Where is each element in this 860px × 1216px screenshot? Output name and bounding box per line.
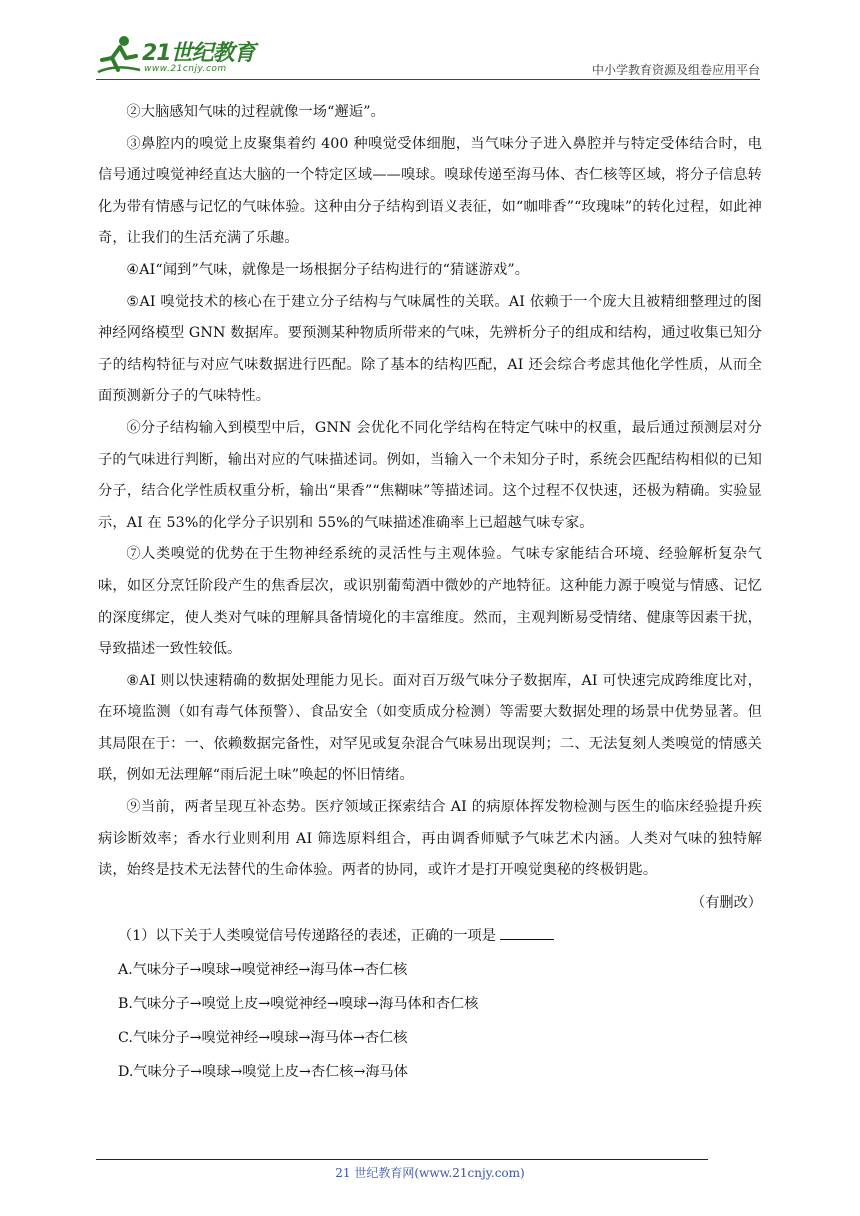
page-header [96, 34, 760, 80]
header-divider [96, 79, 760, 80]
option-d[interactable]: D.气味分子→嗅球→嗅觉上皮→杏仁核→海马体 [118, 1063, 408, 1080]
logo-url: www.21cnjy.com [144, 64, 227, 74]
paragraph-9: ⑨当前，两者呈现互补态势。医疗领域正探索结合 AI 的病原体挥发物检测与医生的临床经验提升疾病诊断效率；香水行业则利用 AI 筛选原料组合，再由调香师赋予气味艺术内涵。人类对气味的独特解读，始终是技术无法替代的生命体验。两者的协同，或许才是打开嗅觉奥秘的终极钥匙。 [98, 799, 762, 879]
paragraph-4: ④AI“闻到”气味，就像是一场根据分子结构进行的“猜谜游戏”。 [126, 261, 530, 278]
paragraph-2: ②大脑感知气味的过程就像一场“邂逅”。 [126, 104, 385, 120]
source-note: （有删改） [691, 894, 762, 911]
question-text: （1）以下关于人类嗅觉信号传递路径的表述，正确的一项是 [118, 927, 496, 944]
answer-blank[interactable] [500, 925, 554, 940]
site-logo[interactable] [96, 34, 266, 78]
paragraph-5: ⑤AI 嗅觉技术的核心在于建立分子结构与气味属性的关联。AI 依赖于一个庞大且被精细整理过的图神经网络模型 GNN 数据库。要预测某种物质所带来的气味，先辨析分子的组成和结构，通过收集已知分子的结构特征与对应气味数据进行匹配。除了基本的结构匹配，AI 还会综合考虑其他化学性质，从而全面预测新分子的气味特性。 [98, 293, 762, 405]
page-footer[interactable]: 21 世纪教育网(www.21cnjy.com) [335, 1166, 525, 1180]
paragraph-6: ⑥分子结构输入到模型中后，GNN 会优化不同化学结构在特定气味中的权重，最后通过预测层对分子的气味进行判断，输出对应的气味描述词。例如，当输入一个未知分子时，系统会匹配结构相似的已知分子，结合化学性质权重分析，输出“果香”“焦糊味”等描述词。这个过程不仅快速，还极为精确。实验显示，AI 在 53%的化学分子识别和 55%的气味描述准确率上已超越气味专家。 [98, 419, 762, 531]
paragraph-7: ⑦人类嗅觉的优势在于生物神经系统的灵活性与主观体验。气味专家能结合环境、经验解析复杂气味，如区分烹饪阶段产生的焦香层次，或识别葡萄酒中微妙的产地特征。这种能力源于嗅觉与情感、记忆的深度绑定，使人类对气味的理解具备情境化的丰富维度。然而，主观判断易受情绪、健康等因素干扰，导致描述一致性较低。 [98, 546, 762, 658]
runner-logo-icon [96, 34, 144, 76]
option-c[interactable]: C.气味分子→嗅觉神经→嗅球→海马体→杏仁核 [118, 1029, 408, 1046]
logo-text: 21世纪教育 [142, 41, 255, 66]
platform-name: 中小学教育资源及组卷应用平台 [591, 63, 760, 77]
paragraph-8: ⑧AI 则以快速精确的数据处理能力见长。面对百万级气味分子数据库，AI 可快速完成跨维度比对，在环境监测（如有毒气体预警）、食品安全（如变质成分检测）等需要大数据处理的场景中优势显著。但其局限在于：一、依赖数据完备性，对罕见或复杂混合气味易出现误判；二、无法复刻人类嗅觉的情感关联，例如无法理解“雨后泥土味”唤起的怀旧情绪。 [98, 672, 762, 784]
paragraph-3: ③鼻腔内的嗅觉上皮聚集着约 400 种嗅觉受体细胞，当气味分子进入鼻腔并与特定受体结合时，电信号通过嗅觉神经直达大脑的一个特定区域——嗅球。嗅球传递至海马体、杏仁核等区域，将分子信息转化为带有情感与记忆的气味体验。这种由分子结构到语义表征，如“咖啡香”“玫瑰味”的转化过程，如此神奇，让我们的生活充满了乐趣。 [98, 135, 762, 247]
question-stem [98, 919, 762, 953]
article-body [98, 97, 762, 1089]
option-b[interactable]: B.气味分子→嗅觉上皮→嗅觉神经→嗅球→海马体和杏仁核 [118, 995, 479, 1012]
footer-divider [96, 1159, 708, 1160]
option-a[interactable]: A.气味分子→嗅球→嗅觉神经→海马体→杏仁核 [118, 961, 408, 978]
